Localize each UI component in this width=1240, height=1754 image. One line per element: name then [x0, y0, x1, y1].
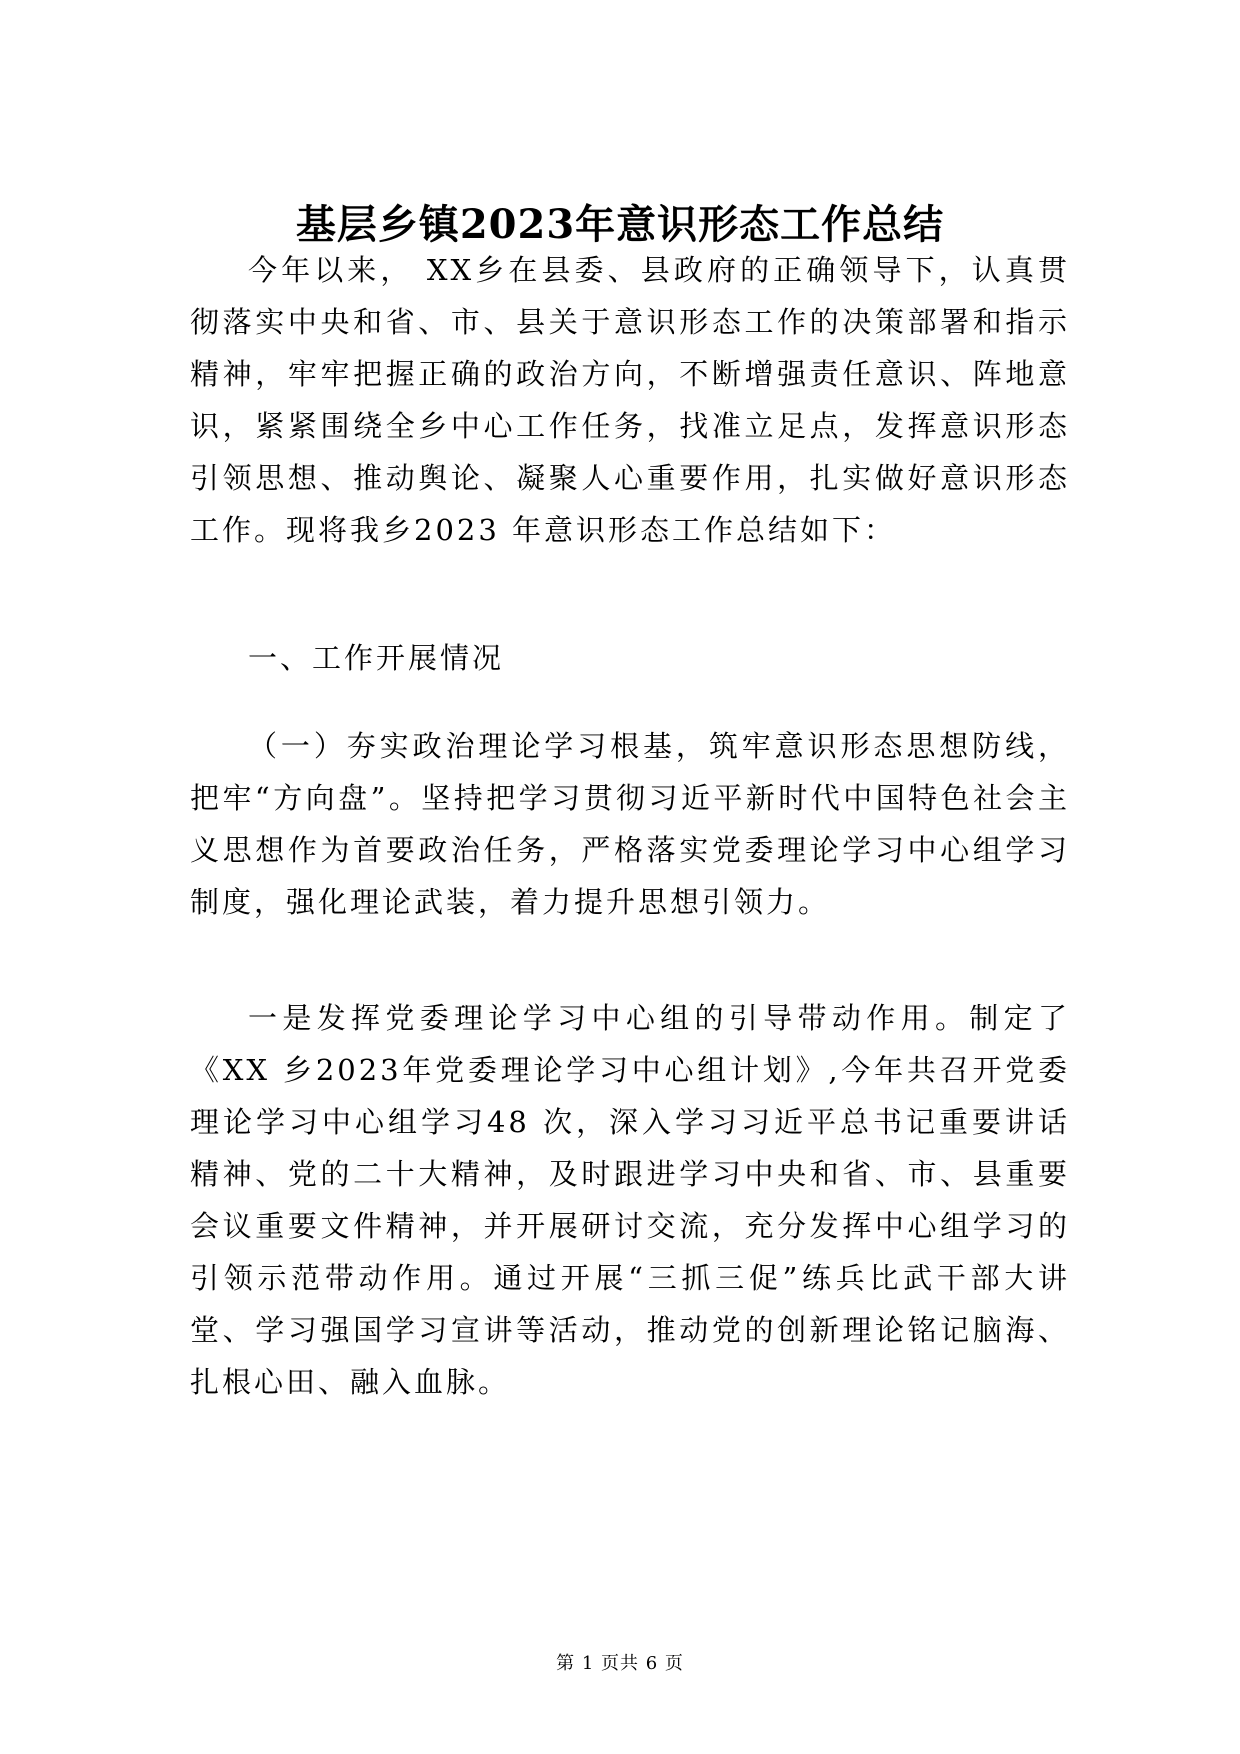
- section-heading: 一、工作开展情况: [248, 641, 505, 675]
- point-paragraph: 一是发挥党委理论学习中心组的引导带动作用。制定了《XX 乡2023年党委理论学习中心组计划》,今年共召开党委理论学习中心组学习48 次，深入学习习近平总书记重要讲话精神、党的二十大精神，及时跟进学习中央和省、市、县重要会议重要文件精神，并开展研讨交流，充分发挥中心组学习的引领示范带动作用。通过开展“三抓三促”练兵比武干部大讲堂、学习强国学习宣讲等活动，推动党的创新理论铭记脑海、扎根心田、融入血脉。: [190, 1001, 1070, 1399]
- page-number-footer: 第 1 页共 6 页: [556, 1653, 684, 1674]
- intro-paragraph: 今年以来， XX乡在县委、县政府的正确领导下，认真贯彻落实中央和省、市、县关于意识形态工作的决策部署和指示精神，牢牢把握正确的政治方向，不断增强责任意识、阵地意识，紧紧围绕全乡中心工作任务，找准立足点，发挥意识形态引领思想、推动舆论、凝聚人心重要作用，扎实做好意识形态工作。现将我乡2023 年意识形态工作总结如下：: [190, 253, 1070, 547]
- document-title: 基层乡镇2023年意识形态工作总结: [295, 200, 945, 248]
- subsection-paragraph: （一）夯实政治理论学习根基，筑牢意识形态思想防线，把牢“方向盘”。坚持把学习贯彻习近平新时代中国特色社会主义思想作为首要政治任务，严格落实党委理论学习中心组学习制度，强化理论武装，着力提升思想引领力。: [190, 729, 1070, 919]
